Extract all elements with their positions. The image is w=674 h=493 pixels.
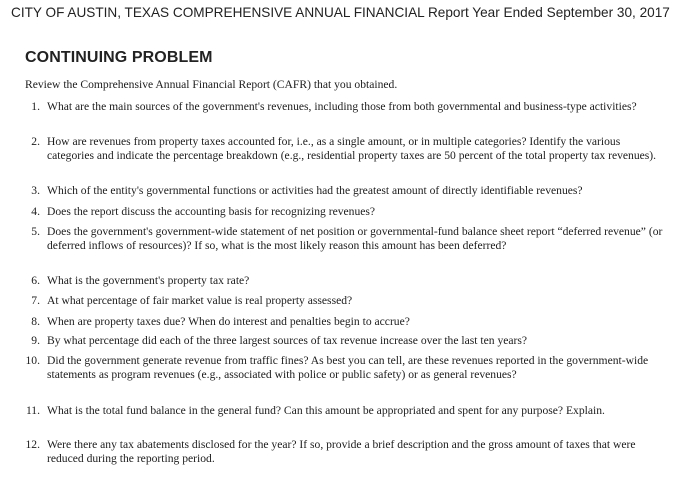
- question-text: How are revenues from property taxes accounted for, i.e., as a single amount, or in multiple categories? Identify the various categories and indicate the percentage breakdown (e.g., residential property taxes are 50 percent of the total property tax revenues).: [47, 135, 657, 163]
- question-number: 2.: [31, 135, 40, 148]
- question-text: Which of the entity's governmental functions or activities had the greatest amount of directly identifiable revenues?: [47, 184, 583, 197]
- question-number: 6.: [31, 274, 40, 287]
- question-number: 1.: [31, 100, 40, 113]
- question-number: 11.: [25, 404, 40, 417]
- question-text: What is the total fund balance in the general fund? Can this amount be appropriated and spent for any purpose? Explain.: [47, 404, 605, 417]
- section-title: CONTINUING PROBLEM: [25, 49, 213, 66]
- question-text: When are property taxes due? When do interest and penalties begin to accrue?: [47, 315, 410, 328]
- question-number: 12.: [25, 438, 40, 451]
- question-text: At what percentage of fair market value is real property assessed?: [47, 294, 353, 307]
- question-text: Does the government's government-wide statement of net position or governmental-fund balance sheet report “deferred revenue” (or deferred inflows of resources)? If so, what is the most likely reason this amount has been deferred?: [47, 225, 663, 253]
- document-header: CITY OF AUSTIN, TEXAS COMPREHENSIVE ANNUAL FINANCIAL Report Year Ended September 30, 2017: [11, 5, 670, 20]
- question-number: 10.: [25, 354, 40, 367]
- question-number: 9.: [31, 334, 40, 347]
- question-text: Were there any tax abatements disclosed for the year? If so, provide a brief description and the gross amount of taxes that were reduced during the reporting period.: [47, 438, 636, 466]
- question-text: What is the government's property tax rate?: [47, 274, 250, 287]
- intro-text: Review the Comprehensive Annual Financial Report (CAFR) that you obtained.: [25, 78, 398, 91]
- question-number: 3.: [31, 184, 40, 197]
- question-text: Did the government generate revenue from traffic fines? As best you can tell, are these revenues reported in the government-wide statements as program revenues (e.g., associated with police or public safety) or as general revenues?: [47, 354, 649, 382]
- question-number: 5.: [31, 225, 40, 238]
- question-number: 4.: [31, 205, 40, 218]
- question-number: 8.: [31, 315, 40, 328]
- question-text: Does the report discuss the accounting basis for recognizing revenues?: [47, 205, 376, 218]
- question-text: By what percentage did each of the three largest sources of tax revenue increase over the last ten years?: [47, 334, 528, 347]
- question-number: 7.: [31, 294, 40, 307]
- question-text: What are the main sources of the government's revenues, including those from both governmental and business-type activities?: [47, 100, 637, 113]
